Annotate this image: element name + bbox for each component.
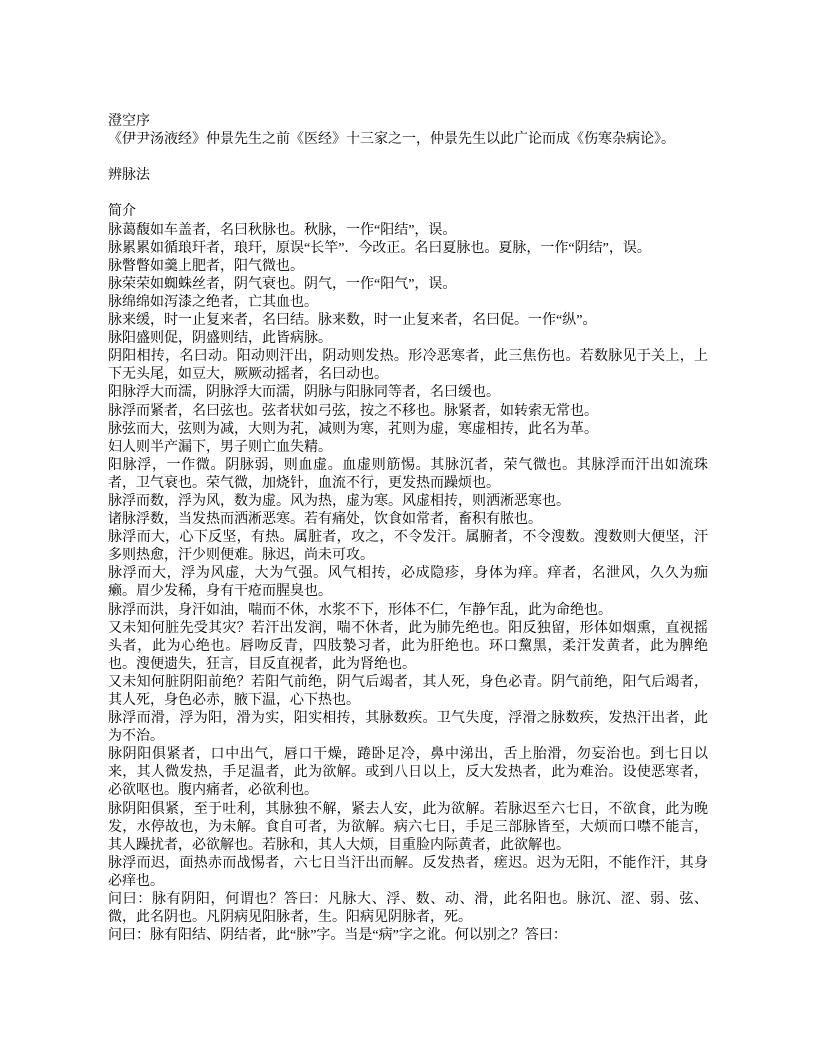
paragraph: 脉浮而迟，面热赤而战惕者，六七日当汗出而解。反发热者，瘥迟。迟为无阳，不能作汗，其身必痒也。 bbox=[108, 855, 708, 889]
paragraph: 诸脉浮数，当发热而洒淅恶寒。若有痛处，饮食如常者，畜积有脓也。 bbox=[108, 512, 542, 528]
paragraph: 脉荣荣如蜘蛛丝者，阴气衰也。阴气，一作“阳气”，误。 bbox=[108, 276, 457, 292]
paragraph: 脉浮而数，浮为风，数为虚。风为热，虚为寒。风虚相抟，则洒淅恶寒也。 bbox=[108, 493, 570, 509]
chapter-title: 辨脉法 bbox=[108, 168, 150, 184]
paragraph: 阳脉浮大而濡，阴脉浮大而濡，阴脉与阳脉同等者，名曰缓也。 bbox=[108, 385, 500, 401]
paragraph: 脉弦而大，弦则为减，大则为芤，减则为寒，芤则为虚，寒虚相抟，此名为革。 bbox=[108, 421, 598, 437]
paragraph: 脉浮而大，浮为风虚，大为气强。风气相抟，必成隐疹，身体为痒。痒者，名泄风，久久为痂癞。眉少发稀，身有干疮而腥臭也。 bbox=[108, 566, 708, 600]
paragraph: 又未知何脏阴阳前绝？若阳气前绝，阴气后竭者，其人死，身色必青。阴气前绝，阳气后竭者，其人死，身色必赤，腋下温，心下热也。 bbox=[108, 674, 708, 708]
paragraph: 脉阴阳俱紧者，口中出气，唇口干燥，踡卧足冷，鼻中涕出，舌上胎滑，勿妄治也。到七日以来，其人微发热，手足温者，此为欲解。或到八日以上，反大发热者，此为难治。设使恶寒者，必欲呕也。腹内痛者，必欲利也。 bbox=[108, 747, 708, 799]
paragraph: 又未知何脏先受其灾？若汗出发润，喘不休者，此为肺先绝也。阳反独留，形体如烟熏，直视摇头者，此为心绝也。唇吻反青，四肢漐习者，此为肝绝也。环口黧黑，柔汗发黄者，此为脾绝也。溲便遗失，狂言，目反直视者，此为肾绝也。 bbox=[108, 620, 708, 672]
preface-title: 澄空序 bbox=[108, 114, 150, 129]
paragraph: 阳脉浮，一作微。阴脉弱，则血虚。血虚则筋惕。其脉沉者，荣气微也。其脉浮而汗出如流珠者，卫气衰也。荣气微，加烧针，血流不行，更发热而躁烦也。 bbox=[108, 457, 708, 491]
paragraph: 脉瞥瞥如羹上肥者，阳气微也。 bbox=[108, 258, 304, 274]
paragraph: 问曰：脉有阳结、阴结者，此“脉”字。当是“病”字之讹。何以别之？答曰： bbox=[108, 928, 567, 944]
blank-line bbox=[108, 149, 708, 167]
paragraph: 脉来缓，时一止复来者，名曰结。脉来数，时一止复来者，名曰促。一作“纵”。 bbox=[108, 313, 597, 329]
paragraph: 脉浮而滑，浮为阳，滑为实，阳实相抟，其脉数疾。卫气失度，浮滑之脉数疾，发热汗出者，此为不治。 bbox=[108, 711, 708, 745]
preface-text: 《伊尹汤液经》仲景先生之前《医经》十三家之一，仲景先生以此广论而成《伤寒杂病论》。 bbox=[108, 132, 675, 148]
paragraph: 脉蔼馥如车盖者，名曰秋脉也。秋脉，一作“阳结”，误。 bbox=[108, 222, 457, 238]
paragraph: 妇人则半产漏下，男子则亡血失精。 bbox=[108, 439, 332, 455]
paragraph: 脉浮而紧者，名曰弦也。弦者状如弓弦，按之不移也。脉紧者，如转索无常也。 bbox=[108, 403, 598, 419]
blank-line bbox=[108, 185, 708, 203]
paragraph: 脉阳盛则促，阴盛则结，此皆病脉。 bbox=[108, 331, 332, 347]
paragraph: 脉浮而大，心下反坚，有热。属脏者，攻之，不令发汗。属腑者，不令溲数。溲数则大便坚，汗多则热愈，汗少则便难。脉迟，尚未可攻。 bbox=[108, 530, 708, 564]
paragraph: 脉累累如循琅玕者，琅玕，原误“长竿”．今改正。名曰夏脉也。夏脉，一作“阴结”，误。 bbox=[108, 240, 651, 256]
paragraph: 脉浮而洪，身汗如油，喘而不休，水浆不下，形体不仁，乍静乍乱，此为命绝也。 bbox=[108, 602, 612, 618]
paragraph: 脉绵绵如泻漆之绝者，亡其血也。 bbox=[108, 294, 318, 310]
section-title: 简介 bbox=[108, 204, 136, 220]
paragraph: 脉阴阳俱紧，至于吐利，其脉独不解，紧去人安，此为欲解。若脉迟至六七日，不欲食，此为晚发，水停故也，为未解。食自可者，为欲解。病六七日，手足三部脉皆至，大烦而口噤不能言，其人躁扰者，必欲解也。若脉和，其人大烦，目重脸内际黄者，此欲解也。 bbox=[108, 801, 708, 853]
paragraph: 问曰：脉有阴阳，何谓也？答曰：凡脉大、浮、数、动、滑，此名阳也。脉沉、涩、弱、弦、微，此名阴也。凡阴病见阳脉者，生。阳病见阴脉者，死。 bbox=[108, 892, 708, 926]
paragraph: 阴阳相抟，名曰动。阳动则汗出，阴动则发热。形冷恶寒者，此三焦伤也。若数脉见于关上，上下无头尾，如豆大，厥厥动摇者，名曰动也。 bbox=[108, 349, 708, 383]
